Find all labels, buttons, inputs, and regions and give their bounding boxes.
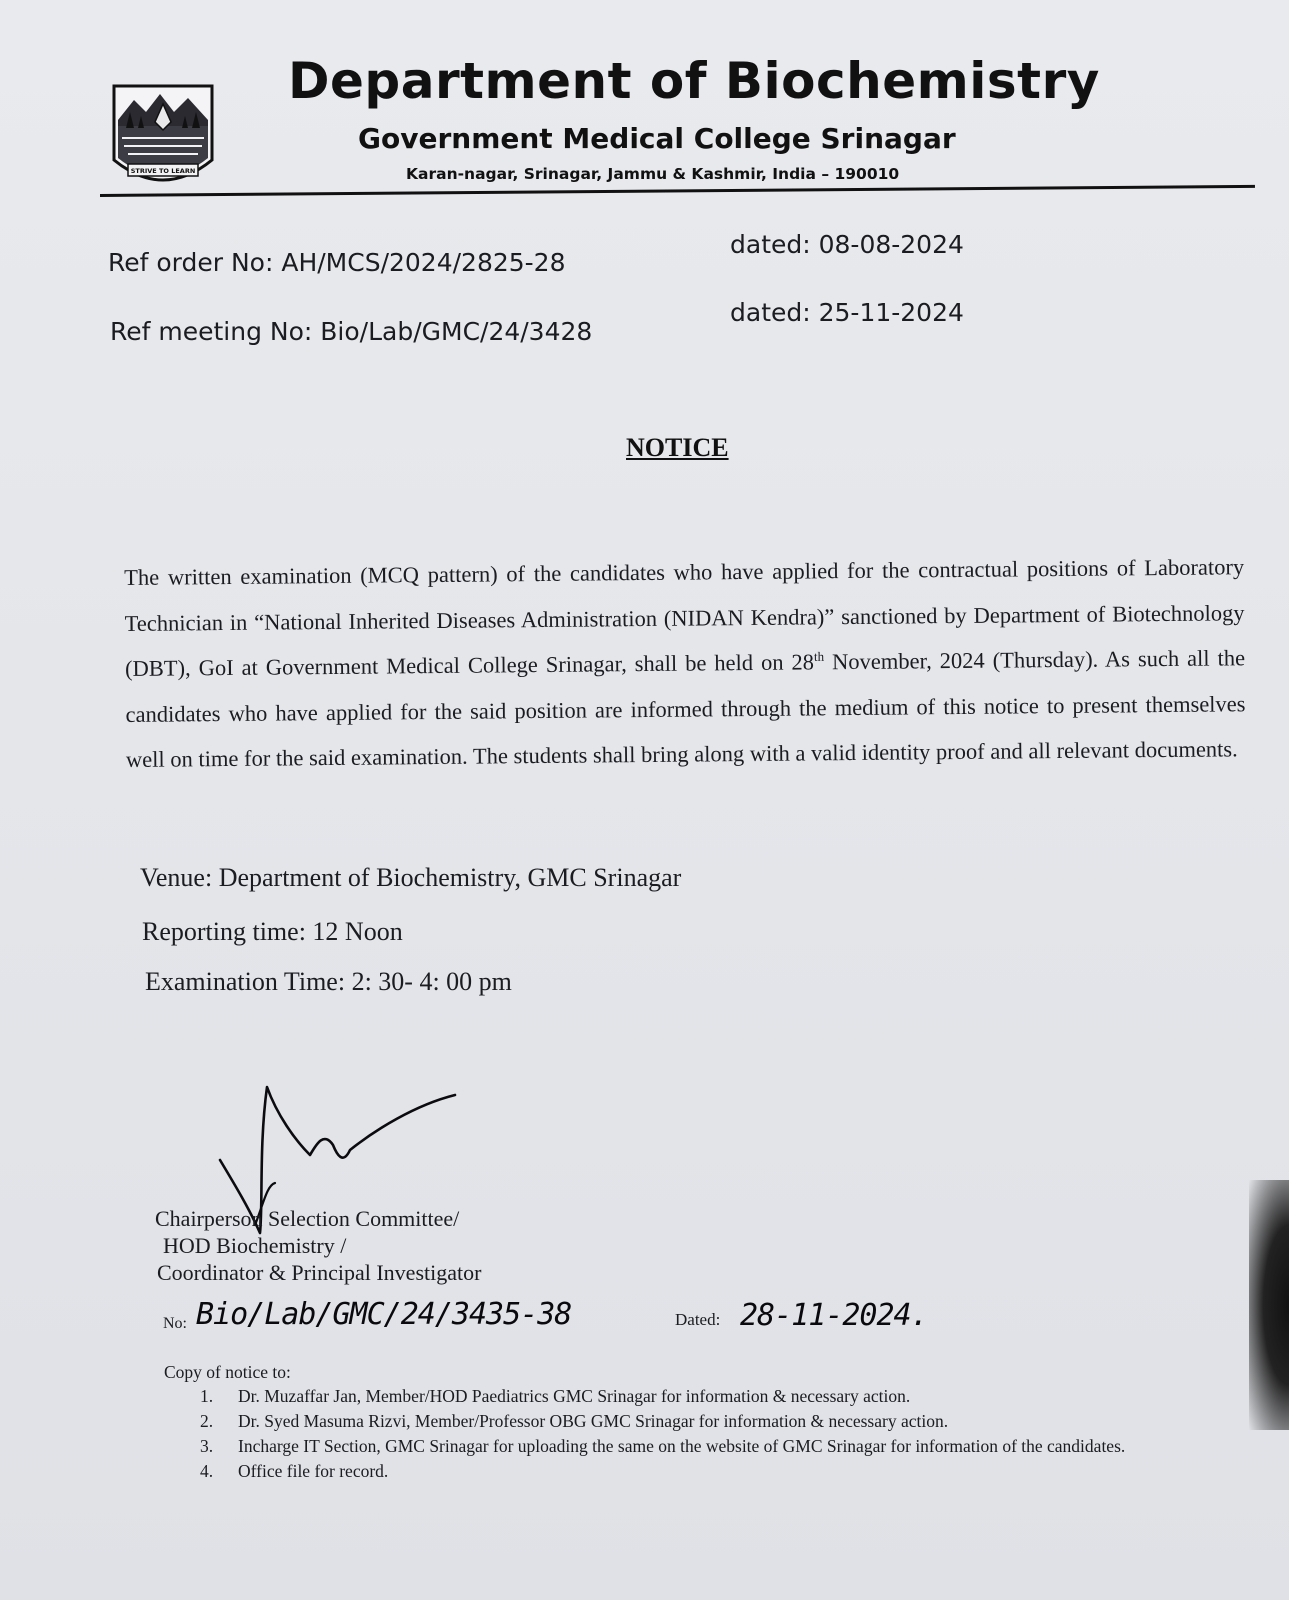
list-item-number: 4. bbox=[200, 1461, 214, 1481]
ref-meeting-date: dated: 25-11-2024 bbox=[730, 298, 964, 327]
list-item-text: Office file for record. bbox=[238, 1461, 389, 1481]
ref-order-date: dated: 08-08-2024 bbox=[730, 230, 964, 259]
notice-body-superscript: th bbox=[813, 648, 825, 664]
college-emblem-icon bbox=[110, 82, 216, 202]
thumb-shadow bbox=[1249, 1180, 1289, 1430]
dispatch-number-label: No: bbox=[163, 1315, 187, 1332]
college-name: Government Medical College Srinagar bbox=[358, 122, 956, 155]
list-item-number: 2. bbox=[200, 1411, 214, 1431]
dispatch-date-handwritten: 28-11-2024. bbox=[740, 1298, 928, 1333]
signatory-block bbox=[155, 1205, 481, 1286]
dispatch-number-handwritten: Bio/Lab/GMC/24/3435-38 bbox=[196, 1297, 572, 1332]
notice-title: NOTICE bbox=[626, 433, 729, 462]
list-item-text: Dr. Syed Masuma Rizvi, Member/Professor OBG GMC Srinagar for information & necessary action. bbox=[238, 1411, 949, 1431]
dispatch-dated-label: Dated: bbox=[675, 1310, 721, 1329]
list-item bbox=[200, 1409, 1200, 1434]
list-item-number: 1. bbox=[200, 1386, 214, 1406]
college-address: Karan-nagar, Srinagar, Jammu & Kashmir, India – 190010 bbox=[406, 165, 900, 183]
list-item bbox=[200, 1459, 1200, 1484]
list-item-text: Incharge IT Section, GMC Srinagar for uploading the same on the website of GMC Srinagar for information of the candidates. bbox=[238, 1436, 1126, 1456]
signatory-line-1: Chairperson Selection Committee/ bbox=[155, 1206, 460, 1231]
copy-to-list bbox=[200, 1384, 1200, 1484]
notice-body bbox=[124, 544, 1246, 782]
ref-meeting-number: Ref meeting No: Bio/Lab/GMC/24/3428 bbox=[110, 317, 593, 346]
ref-order-number: Ref order No: AH/MCS/2024/2825-28 bbox=[108, 248, 566, 277]
department-title: Department of Biochemistry bbox=[288, 52, 1100, 110]
examination-time-line: Examination Time: 2: 30- 4: 00 pm bbox=[145, 967, 512, 996]
list-item-number: 3. bbox=[200, 1436, 214, 1456]
notice-body-part1: The written examination (MCQ pattern) of the candidates who have applied for the contractual positions of Laboratory Technician in “National Inherited Diseases Administration (NIDAN Kendra)” sanctioned by Department of Biotechnology (DBT), GoI at Government Medical College Srinagar, shall be held on 28 bbox=[124, 554, 1245, 681]
list-item bbox=[200, 1434, 1200, 1459]
signatory-line-3: Coordinator & Principal Investigator bbox=[157, 1260, 482, 1285]
logo-motto: STRIVE TO LEARN bbox=[130, 167, 196, 175]
list-item bbox=[200, 1384, 1200, 1409]
venue-line: Venue: Department of Biochemistry, GMC Srinagar bbox=[140, 863, 682, 892]
copy-to-heading: Copy of notice to: bbox=[164, 1362, 291, 1382]
list-item-text: Dr. Muzaffar Jan, Member/HOD Paediatrics GMC Srinagar for information & necessary action. bbox=[238, 1386, 911, 1406]
signatory-line-2: HOD Biochemistry / bbox=[163, 1233, 347, 1258]
notice-body-part2: November, 2024 (Thursday). As such all the candidates who have applied for the said position are informed through the medium of this notice to present themselves well on time for the said examination. The students shall bring along with a valid identity proof and all relevant documents. bbox=[125, 645, 1246, 772]
reporting-time-line: Reporting time: 12 Noon bbox=[142, 917, 403, 946]
